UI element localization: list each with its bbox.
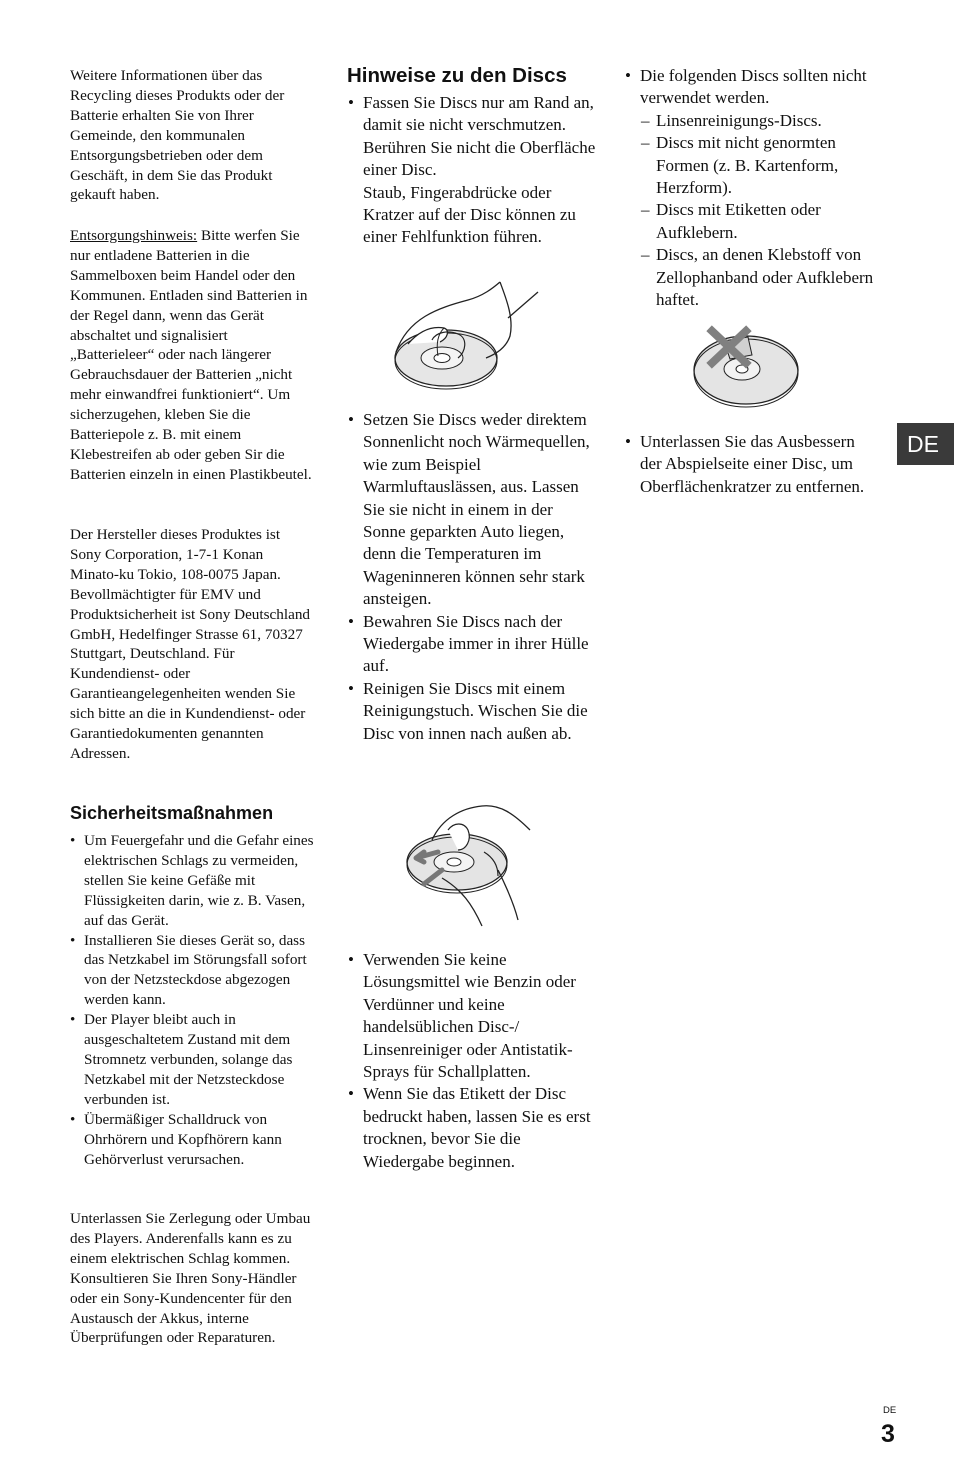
- recycling-paragraph: Weitere Informationen über das Recycling dieses Produkts oder der Batterie erhalten Sie von Ihrer Gemeinde, den kommunalen Entsorgungsbetrieben oder dem Geschäft, in dem Sie das Produkt gekauft haben.: [70, 67, 285, 204]
- dash-item: – Discs, an denen Klebstoff von Zellophanband oder Aufklebern haftet.: [640, 244, 874, 311]
- unusable-discs-list: [624, 65, 874, 311]
- list-item: [347, 92, 597, 249]
- list-item: • Um Feuergefahr und die Gefahr eines elektrischen Schlags zu vermeiden, stellen Sie keine Gefäße mit Flüssigkeiten darin, wie z. B. Vasen, auf das Gerät.: [70, 831, 315, 931]
- disc-cleaning-illustration: [402, 800, 542, 928]
- list-item: • Unterlassen Sie das Ausbessern der Abspielseite einer Disc, um Oberflächenkratzer zu entfernen.: [624, 431, 874, 498]
- item-intro: • Die folgenden Discs sollten nicht verwendet werden.: [640, 66, 867, 108]
- disposal-label: Entsorgungshinweis:: [70, 227, 198, 244]
- disassembly-paragraph: Unterlassen Sie Zerlegung oder Umbau des Players. Anderenfalls kann es zu einem elektrischen Schlag kommen. Konsultieren Sie Ihren Sony-Händler oder ein Sony-Kundencenter für den Austausch der Akkus, interne Überprüfungen oder Reparaturen.: [70, 1210, 311, 1347]
- list-item: • Reinigen Sie Discs mit einem Reinigungstuch. Wischen Sie die Disc von innen nach außen ab.: [347, 678, 597, 745]
- item-text: Staub, Fingerabdrücke oder Kratzer auf der Disc können zu einer Fehlfunktion führen.: [363, 182, 576, 247]
- safety-heading: Sicherheitsmaßnahmen: [70, 803, 274, 823]
- disc-notes-list-3: [347, 949, 597, 1173]
- list-item: • Der Player bleibt auch in ausgeschaltetem Zustand mit dem Stromnetz verbunden, solange das Netzkabel mit der Netzsteckdose verbunden ist.: [70, 1010, 315, 1110]
- list-item: • Wenn Sie das Etikett der Disc bedruckt haben, lassen Sie es erst trocknen, bevor Sie die Wiedergabe beginnen.: [347, 1083, 597, 1173]
- disc-notes-list-2: [347, 409, 597, 745]
- safety-list: [70, 831, 315, 1169]
- language-tab: DE: [897, 423, 954, 465]
- hand-holding-disc-illustration: [388, 278, 548, 393]
- list-item: [624, 65, 874, 311]
- disposal-paragraph: [70, 226, 315, 485]
- manufacturer-paragraph: Der Hersteller dieses Produktes ist Sony Corporation, 1-7-1 Konan Minato-ku Tokio, 108-0075 Japan. Bevollmächtigter für EMV und Produktsicherheit ist Sony Deutschland GmbH, Hedelfinger Strasse 61, 70327 Stuttgart, Deutschland. Für Kundendienst- oder Garantieangelegenheiten wenden Sie sich bitte an die in Kundendienst- oder Garantiedokumenten genannten Adressen.: [70, 526, 311, 762]
- repair-list: [624, 431, 874, 498]
- list-item: • Übermäßiger Schalldruck von Ohrhörern und Kopfhörern kann Gehörverlust verursachen.: [70, 1110, 315, 1170]
- list-item: • Verwenden Sie keine Lösungsmittel wie Benzin oder Verdünner und keine handelsüblichen Disc-/ Linsenreiniger oder Antistatik-Sprays für Schallplatten.: [347, 949, 597, 1083]
- dash-item: – Linsenreinigungs-Discs.: [640, 110, 874, 132]
- list-item: • Setzen Sie Discs weder direktem Sonnenlicht noch Wärmequellen, wie zum Beispiel Warmluftauslässen, aus. Lassen Sie sie nicht in einem in der Sonne geparkten Auto liegen, denn die Temperaturen im Wageninneren können sehr stark ansteigen.: [347, 409, 597, 611]
- disc-with-sticker-crossed-illustration: [690, 325, 805, 413]
- list-item: • Installieren Sie dieses Gerät so, dass das Netzkabel im Störungsfall sofort von der Netzsteckdose abgezogen werden kann.: [70, 931, 315, 1011]
- dash-list: [640, 110, 874, 312]
- disc-notes-list-1: [347, 92, 597, 249]
- footer-language-label: DE: [883, 1405, 897, 1416]
- list-item: • Bewahren Sie Discs nach der Wiedergabe immer in ihrer Hülle auf.: [347, 611, 597, 678]
- dash-item: – Discs mit nicht genormten Formen (z. B. Kartenform, Herzform).: [640, 132, 874, 199]
- disc-notes-heading: Hinweise zu den Discs: [347, 64, 567, 87]
- dash-item: – Discs mit Etiketten oder Aufklebern.: [640, 199, 874, 244]
- disposal-text: Bitte werfen Sie nur entladene Batterien in die Sammelboxen beim Handel oder den Kommunen. Entladen sind Batterien in der Regel dann, wenn das Gerät abschaltet und signalisiert „Batterieleer“ oder nach längerer Gebrauchsdauer der Batterien „nicht mehr einwandfrei funktioniert“. Um sicherzugehen, kleben Sie die Batteriepole z. B. mit einem Klebestreifen ab oder geben Sir die Batterien einzeln in einen Plastikbeutel.: [70, 227, 312, 483]
- item-text: • Fassen Sie Discs nur am Rand an, damit sie nicht verschmutzen. Berühren Sie nicht die Oberfläche einer Disc.: [363, 93, 596, 180]
- page-number: 3: [881, 1420, 895, 1448]
